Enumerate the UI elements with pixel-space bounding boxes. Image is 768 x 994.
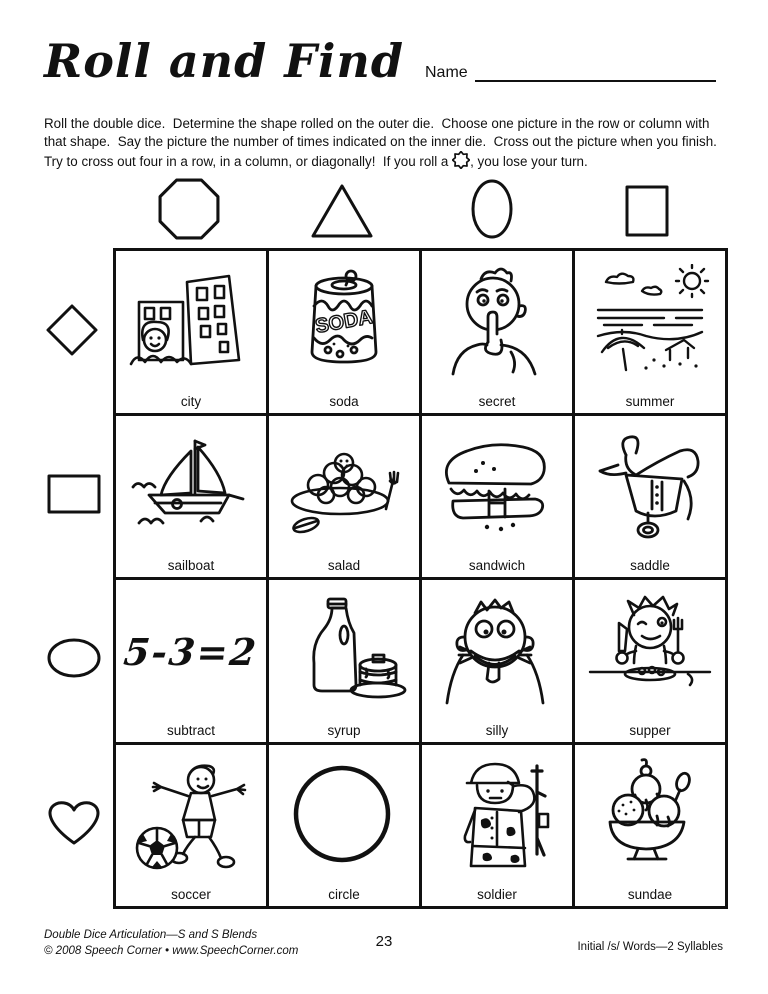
name-label: Name [425,64,468,81]
header-shape-octagon-icon [158,178,220,240]
row-shape-square-icon [46,473,102,515]
row-shape-diamond-icon [45,303,99,357]
row-shape-heart-icon [44,798,104,846]
header-shape-oval-icon [470,178,514,240]
grid-cell-salad [269,416,419,578]
silly-illustration [431,593,563,711]
soldier-illustration [431,758,563,876]
cell-label: sandwich [468,558,526,573]
grid-cell-sailboat [116,416,266,578]
cell-label: saddle [630,558,670,573]
grid-cell-saddle [575,416,725,578]
city-illustration [125,264,257,382]
grid-cell-soldier [422,745,572,907]
grid-cell-circle [269,745,419,907]
supper-illustration [584,593,716,711]
header-shape-square-icon [624,184,670,238]
cell-label: sailboat [167,558,215,573]
cell-label: silly [485,722,509,738]
grid-cell-summer [575,251,725,413]
footer-series-title: Double Dice Articulation—S and S Blends [44,929,258,941]
instructions-text-2: , you lose your turn. [470,154,588,170]
header-shape-triangle-icon [309,182,375,240]
instructions-text-1: Roll the double dice. Determine the shape rolled on the outer die. Choose one picture in the row or column with that shape. Say the picture the number of times indicated on the inner die. Cross out the picture when you finish. Try to cross out four in a row, in a column, or diagonally! If you roll a [44,116,725,170]
page-title: Roll and Find [44,34,405,88]
picture-grid [113,248,728,909]
grid-cell-subtract [116,580,266,742]
grid-cell-sandwich [422,416,572,578]
cell-label: sundae [627,887,673,902]
sundae-illustration [584,758,716,876]
cell-label: salad [327,558,361,573]
name-blank-line [475,58,716,82]
grid-cell-syrup [269,580,419,742]
cell-label: soccer [171,887,211,902]
syrup-illustration [278,593,410,711]
sailboat-illustration [125,429,257,547]
soda-can-text: SODA [313,306,375,339]
grid-cell-soccer [116,745,266,907]
grid-cell-secret [422,251,572,413]
grid-cell-silly [422,580,572,742]
cell-label: circle [328,887,360,902]
soda-illustration [278,264,410,382]
name-row [425,58,716,82]
cell-label: city [180,393,202,409]
summer-illustration [584,264,716,382]
saddle-illustration [584,429,716,547]
secret-illustration [431,264,563,382]
soccer-illustration [125,758,257,876]
sandwich-illustration [431,429,563,547]
cell-label: secret [478,393,516,409]
cell-label: soldier [477,887,517,902]
page-number: 23 [375,933,393,950]
cell-label: supper [629,722,671,738]
grid-cell-soda [269,251,419,413]
instructions [44,115,730,170]
row-shape-circle-icon [46,637,102,679]
grid-cell-supper [575,580,725,742]
subtract-equation: 5-3=2 [121,630,261,675]
footer-copyright: © 2008 Speech Corner • www.SpeechCorner.com [44,944,299,957]
cell-label: subtract [166,722,216,738]
grid-cell-city [116,251,266,413]
salad-illustration [278,429,410,547]
cell-label: soda [329,393,359,409]
circle-illustration [278,758,410,876]
footer-category: Initial /s/ Words—2 Syllables [577,941,723,953]
cell-label: summer [625,393,675,409]
grid-cell-sundae [575,745,725,907]
lose-turn-shape-icon [452,151,470,169]
cell-label: syrup [327,722,361,738]
